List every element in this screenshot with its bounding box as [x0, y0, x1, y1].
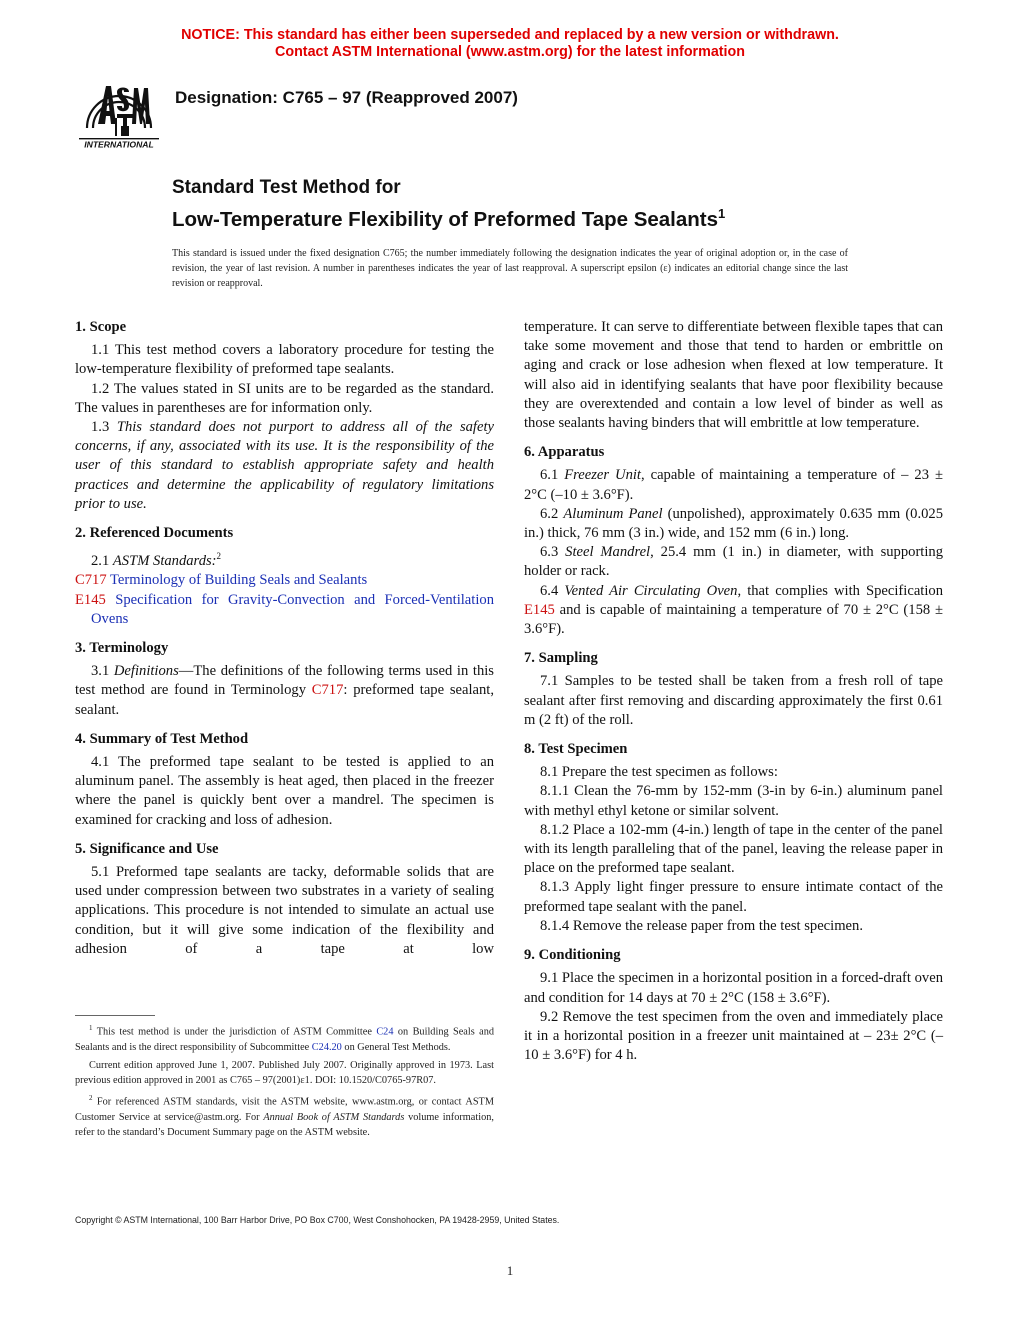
para-7-1: 7.1 Samples to be tested shall be taken from a fresh roll of tape sealant after first removing and discarding approximately the first 0.61 m (2 ft) of the roll.	[524, 673, 943, 728]
section-1-heading: 1. Scope	[75, 319, 127, 335]
copyright-line: Copyright © ASTM International, 100 Barr Harbor Drive, PO Box C700, West Conshohocken, PA 19428-2959, United States.	[75, 1215, 560, 1225]
section-4-heading: 4. Summary of Test Method	[75, 730, 249, 747]
designation: Designation: C765 – 97 (Reapproved 2007)	[175, 88, 518, 107]
footnote-2: $^2$ For referenced ASTM standards, visit the ASTM website, www.astm.org, or contact ASTM Customer Service at service@astm.org. For Annual Book of ASTM Standards volume information, refer to the standard’s Document Summary page on the ASTM website.	[75, 1094, 494, 1139]
footnotes	[75, 1021, 494, 1143]
footnote-1-edition: Current edition approved June 1, 2007. Published July 2007. Originally approved in 1973. Last previous edition approved in 2001 as C765 – 97(2001)ε1. DOI: 10.1520/C0765-97R07.	[75, 1059, 494, 1087]
document-title	[172, 175, 725, 233]
section-3-heading: 3. Terminology	[75, 639, 169, 656]
section-5-heading: 5. Significance and Use	[75, 840, 219, 857]
footnote-divider	[75, 1015, 155, 1016]
para-1-3: 1.3 This standard does not purport to address all of the safety concerns, if any, associated with its use. It is the responsibility of the user of this standard to establish appropriate safety and health practices and determine the applicability of regulatory limitations prior to use.	[75, 419, 494, 512]
committee-c24-link[interactable]: C24	[376, 1026, 394, 1038]
ref-e145-link[interactable]: E145	[75, 591, 106, 608]
logo-label: INTERNATIONAL	[84, 139, 154, 150]
para-9-2: 9.2 Remove the test specimen from the oven and immediately place it in a horizontal position in a freezer unit maintained at – 23± 2°C (–10 ± 3.6°F) for 4 h.	[524, 1008, 943, 1064]
title-footnote-mark: 1	[718, 206, 726, 221]
subcommittee-c24-20-link[interactable]: C24.20	[311, 1041, 342, 1053]
para-8-1-1: 8.1.1 Clean the 76-mm by 152-mm (3-in by 6-in.) aluminum panel with methyl ethyl ketone or similar solvent.	[524, 783, 943, 819]
page-number: 1	[506, 1263, 514, 1278]
para-4-1: 4.1 The preformed tape sealant to be tested is applied to an aluminum panel. The assembly is heat aged, then placed in the freezer where the panel is quickly bent over a mandrel. The specimen is examined for cracking and loss of adhesion.	[75, 753, 494, 828]
para-2-1: 2.1 ASTM Standards:$^2$	[91, 551, 222, 570]
safety-statement: This standard does not purport to address all of the safety concerns, if any, associated with its use. It is the responsibility of the user of this standard to establish appropriate safety and health practices and determine the applicability of regulatory limitations prior to use.	[75, 419, 494, 512]
ref-c717-link[interactable]: C717	[75, 572, 107, 589]
para-8-1: 8.1 Prepare the test specimen as follows:	[540, 764, 778, 781]
footnote-1: $^1$ This test method is under the jurisdiction of ASTM Committee C24 on Building Seals and Sealants and is the direct responsibility of Subcommittee C24.20 on General Test Methods.	[75, 1024, 494, 1053]
section-9-heading: 9. Conditioning	[524, 947, 621, 964]
section-7-heading: 7. Sampling	[524, 650, 598, 667]
section-2-heading: 2. Referenced Documents	[75, 525, 234, 542]
issuance-note: This standard is issued under the fixed designation C765; the number immediately following the designation indicates the year of original adoption or, in the case of revision, the year of last revision. A number in parentheses indicates the year of last reapproval. A superscript epsilon (ε) indicates an editorial change since the last revision or reapproval.	[172, 248, 848, 289]
para-9-1: 9.1 Place the specimen in a horizontal position in a forced-draft oven and condition for 14 days at 70 ± 2°C (158 ± 3.6°F).	[524, 970, 943, 1006]
section-6-heading: 6. Apparatus	[524, 444, 605, 461]
spec-e145-link[interactable]: E145	[524, 601, 555, 618]
para-8-1-2: 8.1.2 Place a 102-mm (4-in.) length of tape in the center of the panel with its length paralleling that of the panel, leaving the release paper in place on the preformed tape sealant.	[524, 821, 943, 877]
para-5-1-cont: temperature. It can serve to differentiate between flexible tapes that can take some movement and those that tend to harden or embrittle on aging and crack or lose adhesion when flexed at low temperature. It will also aid in identifying sealants that have poor flexibility because they are overextended and contain a low level of binder as well as those sealants having binders that will embrittle at low temperature.	[524, 319, 943, 432]
term-c717-link[interactable]: C717	[311, 682, 344, 699]
para-8-1-4: 8.1.4 Remove the release paper from the test specimen.	[540, 917, 863, 934]
para-6-2: 6.2 Aluminum Panel (unpolished), approximately 0.635 mm (0.025 in.) thick, 76 mm (3 in.) wide, and 152 mm (6 in.) long.	[524, 505, 944, 542]
ref-c717-title[interactable]: Terminology of Building Seals and Sealants	[106, 572, 368, 589]
ref-e145-title[interactable]: Specification for Gravity-Convection and Forced-Ventilation Ovens	[91, 591, 494, 627]
title-line-1: Standard Test Method for	[172, 177, 401, 198]
notice-line-2: Contact ASTM International (www.astm.org) for the latest information	[275, 44, 745, 60]
notice-line-1: NOTICE: This standard has either been superseded and replaced by a new version or withdrawn.	[181, 27, 839, 43]
section-8-heading: 8. Test Specimen	[524, 741, 628, 758]
para-6-1: 6.1 Freezer Unit, capable of maintaining a temperature of – 23 ± 2°C (–10 ± 3.6°F).	[524, 467, 944, 503]
para-3-1: 3.1 Definitions—The definitions of the following terms used in this test method are found in Terminology C717: preformed tape sealant, sealant.	[75, 663, 495, 718]
para-6-3: 6.3 Steel Mandrel, 25.4 mm (1 in.) in diameter, with supporting holder or rack.	[524, 544, 944, 580]
ref-c717	[75, 571, 494, 590]
para-8-1-3: 8.1.3 Apply light finger pressure to ensure intimate contact of the preformed tape sealant with the panel.	[524, 879, 943, 915]
astm-international-logo-icon	[77, 78, 161, 150]
right-column	[524, 318, 943, 1065]
para-6-4: 6.4 Vented Air Circulating Oven, that complies with Specification E145 and is capable of maintaining a temperature of 70 ± 2°C (158 ± 3.6°F).	[524, 582, 944, 638]
para-1-1: 1.1 This test method covers a laboratory procedure for testing the low-temperature flexibility of preformed tape sealants.	[75, 342, 494, 378]
ref-e145	[75, 591, 494, 629]
left-column	[75, 318, 494, 959]
title-line-2: Low-Temperature Flexibility of Preformed Tape Sealants	[172, 207, 719, 231]
para-1-2: 1.2 The values stated in SI units are to be regarded as the standard. The values in parentheses are for information only.	[75, 380, 494, 416]
withdrawal-notice	[0, 27, 1020, 61]
para-5-1: 5.1 Preformed tape sealants are tacky, deformable solids that are used under compression between two substrates in a variety of sealing applications. This procedure is not intended to simulate an actual use condition, but it will give some indication of the flexibility and adhesion of a tape at low	[75, 863, 494, 957]
